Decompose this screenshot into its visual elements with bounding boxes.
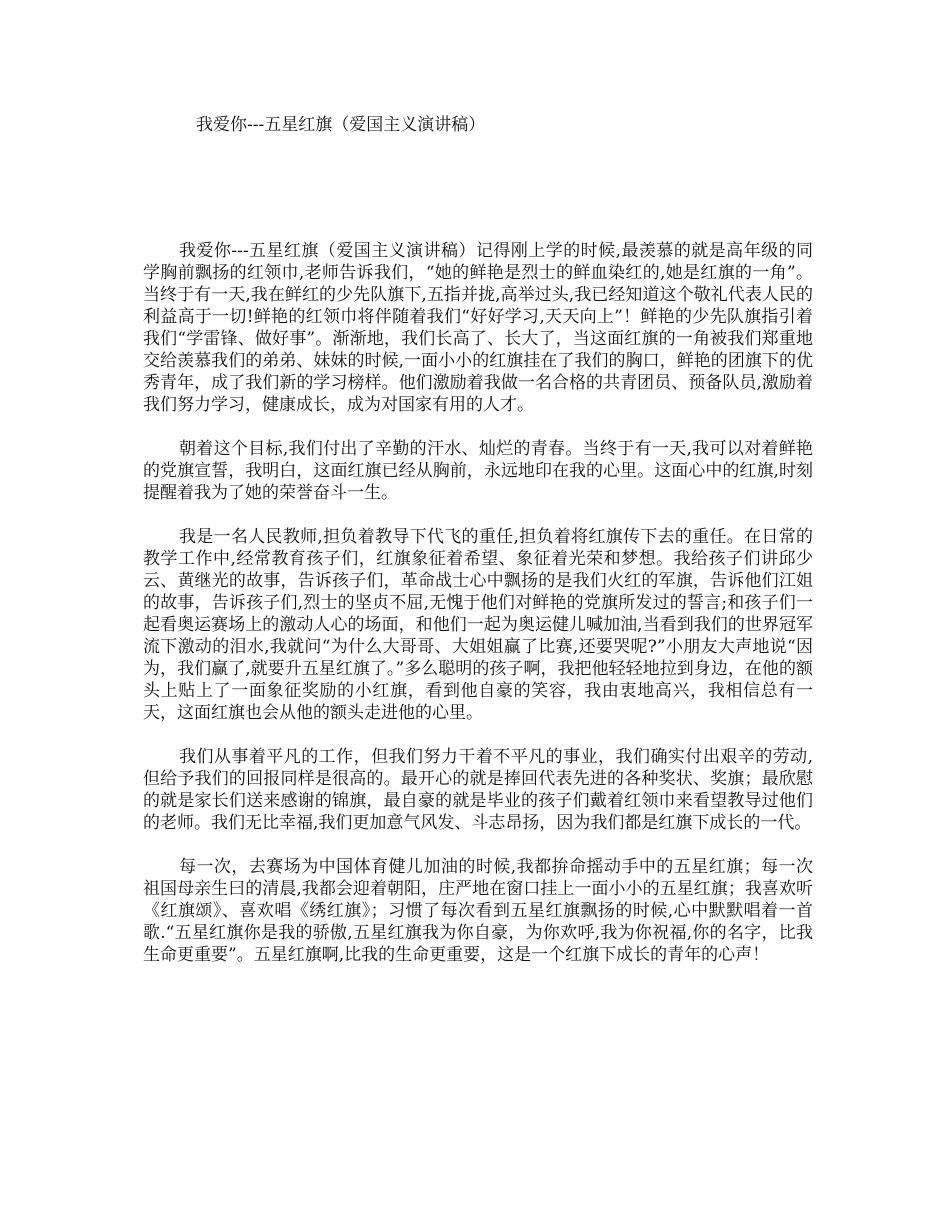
paragraph-4: 我们从事着平凡的工作，但我们努力干着不平凡的事业，我们确实付出艰辛的劳动,但给予我们的回报同样是很高的。最开心的就是捧回代表先进的各种奖状、奖旗；最欣慰的就是家长们送来感谢的锦旗，最自豪的就是毕业的孩子们戴着红领巾来看望教导过他们的老师。我们无比幸福,我们更加意气风发、斗志昂扬，因为我们都是红旗下成长的一代。 — [143, 747, 813, 833]
paragraph-3: 我是一名人民教师,担负着教导下代飞的重任,担负着将红旗传下去的重任。在日常的教学工作中,经常教育孩子们，红旗象征着希望、象征着光荣和梦想。我给孩子们讲邱少云、黄继光的故事，告诉孩子们，革命战士心中飘扬的是我们火红的军旗，告诉他们江姐的故事，告诉孩子们,烈士的坚贞不屈,无愧于他们对鲜艳的党旗所发过的誓言;和孩子们一起看奥运赛场上的激动人心的场面，和他们一起为奥运健儿喊加油,当看到我们的世界冠军流下激动的泪水,我就问“为什么大哥哥、大姐姐赢了比赛,还要哭呢?”小朋友大声地说“因为，我们赢了,就要升五星红旗了。”多么聪明的孩子啊，我把他轻轻地拉到身边，在他的额头上贴上了一面象征奖励的小红旗，看到他自豪的笑容，我由衷地高兴，我相信总有一天，这面红旗也会从他的额头走进他的心里。 — [143, 527, 813, 723]
document-title: 我爱你---五星红旗（爱国主义演讲稿） — [196, 115, 486, 135]
paragraph-2: 朝着这个目标,我们付出了辛勤的汗水、灿烂的青春。当终于有一天,我可以对着鲜艳的党旗宣誓，我明白，这面红旗已经从胸前，永远地印在我的心里。这面心中的红旗,时刻提醒着我为了她的荣誉奋斗一生。 — [143, 439, 813, 503]
paragraph-1: 我爱你---五星红旗（爱国主义演讲稿）记得刚上学的时候,最羡慕的就是高年级的同学胸前飘扬的红领巾,老师告诉我们，“她的鲜艳是烈士的鲜血染红的,她是红旗的一角”。当终于有一天,我在鲜红的少先队旗下,五指并拢,高举过头,我已经知道这个敬礼代表人民的利益高于一切!鲜艳的红领巾将伴随着我们“好好学习,天天向上”！鲜艳的少先队旗指引着我们“学雷锋、做好事”。渐渐地，我们长高了、长大了，当这面红旗的一角被我们郑重地交给羡慕我们的弟弟、妹妹的时候,一面小小的红旗挂在了我们的胸口，鲜艳的团旗下的优秀青年，成了我们新的学习榜样。他们激励着我做一名合格的共青团员、预备队员,激励着我们努力学习，健康成长，成为对国家有用的人才。 — [143, 241, 813, 415]
paragraph-5: 每一次，去赛场为中国体育健儿加油的时候,我都拚命摇动手中的五星红旗；每一次祖国母亲生曰的清晨,我都会迎着朝阳，庄严地在窗口挂上一面小小的五星红旗；我喜欢听《红旗颂》、喜欢唱《绣红旗》；习惯了每次看到五星红旗飘扬的时候,心中默默唱着一首歌.“五星红旗你是我的骄傲,五星红旗我为你自豪，为你欢呼,我为你祝福,你的名字，比我生命更重要”。五星红旗啊,比我的生命更重要，这是一个红旗下成长的青年的心声！ — [143, 857, 813, 965]
document-body — [143, 240, 813, 988]
